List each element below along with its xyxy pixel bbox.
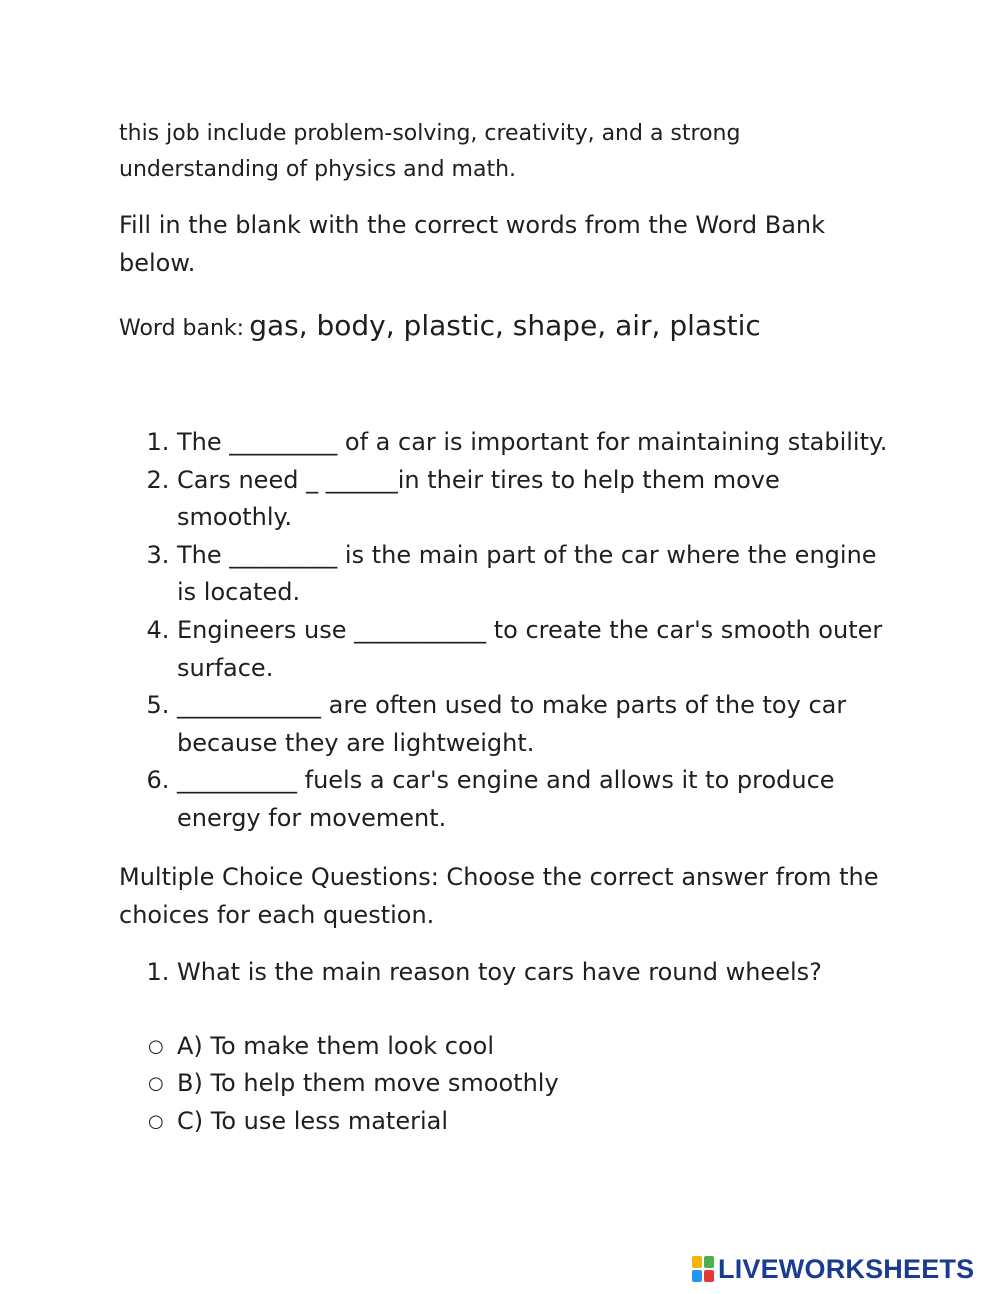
fill-in-blank-list <box>119 424 899 838</box>
worksheet-page <box>119 116 899 1140</box>
fill-in-blank-instructions: Fill in the blank with the correct words from the Word Bank below. <box>119 211 826 277</box>
answer-choice-b[interactable] <box>148 1065 899 1103</box>
answer-choice-c[interactable] <box>148 1103 899 1141</box>
liveworksheets-logo-icon <box>692 1256 714 1282</box>
fill-in-blank-item[interactable]: 5. ____________ are often used to make parts of the toy car because they are lightweight. <box>177 687 899 762</box>
fill-in-blank-item[interactable]: 2. Cars need _ ______in their tires to help them move smoothly. <box>177 462 899 537</box>
word-bank-label: Word bank: <box>119 316 245 341</box>
word-bank <box>119 306 899 350</box>
multiple-choice-question: 1. What is the main reason toy cars have round wheels? <box>177 953 899 991</box>
answer-choice-a[interactable] <box>148 1028 899 1066</box>
fill-in-blank-item[interactable]: 4. Engineers use ___________ to create the car's smooth outer surface. <box>177 612 899 687</box>
answer-choice-label: B) To help them move smoothly <box>177 1069 559 1098</box>
fill-in-blank-item[interactable]: 6. __________ fuels a car's engine and allows it to produce energy for movement. <box>177 762 899 837</box>
logo-square <box>692 1270 702 1282</box>
radio-circle-icon[interactable]: ○ <box>148 1073 164 1095</box>
logo-square <box>704 1256 714 1268</box>
answer-choices <box>119 1028 899 1141</box>
radio-circle-icon[interactable]: ○ <box>148 1110 164 1132</box>
word-bank-words: gas, body, plastic, shape, air, plastic <box>249 309 761 342</box>
answer-choice-label: C) To use less material <box>177 1106 448 1135</box>
intro-paragraph: this job include problem-solving, creativity, and a strong understanding of physics and math. <box>119 121 741 182</box>
answer-choice-label: A) To make them look cool <box>177 1031 495 1060</box>
brand-name: LIVEWORKSHEETS <box>718 1253 975 1284</box>
radio-circle-icon[interactable]: ○ <box>148 1035 164 1057</box>
fill-in-blank-item[interactable]: 3. The _________ is the main part of the car where the engine is located. <box>177 537 899 612</box>
fill-in-blank-item[interactable]: 1. The _________ of a car is important for maintaining stability. <box>177 424 899 462</box>
logo-square <box>692 1256 702 1268</box>
multiple-choice-heading: Multiple Choice Questions: Choose the correct answer from the choices for each question. <box>119 862 879 929</box>
logo-square <box>704 1270 714 1282</box>
liveworksheets-brand <box>692 1254 974 1284</box>
multiple-choice-list <box>119 953 899 991</box>
